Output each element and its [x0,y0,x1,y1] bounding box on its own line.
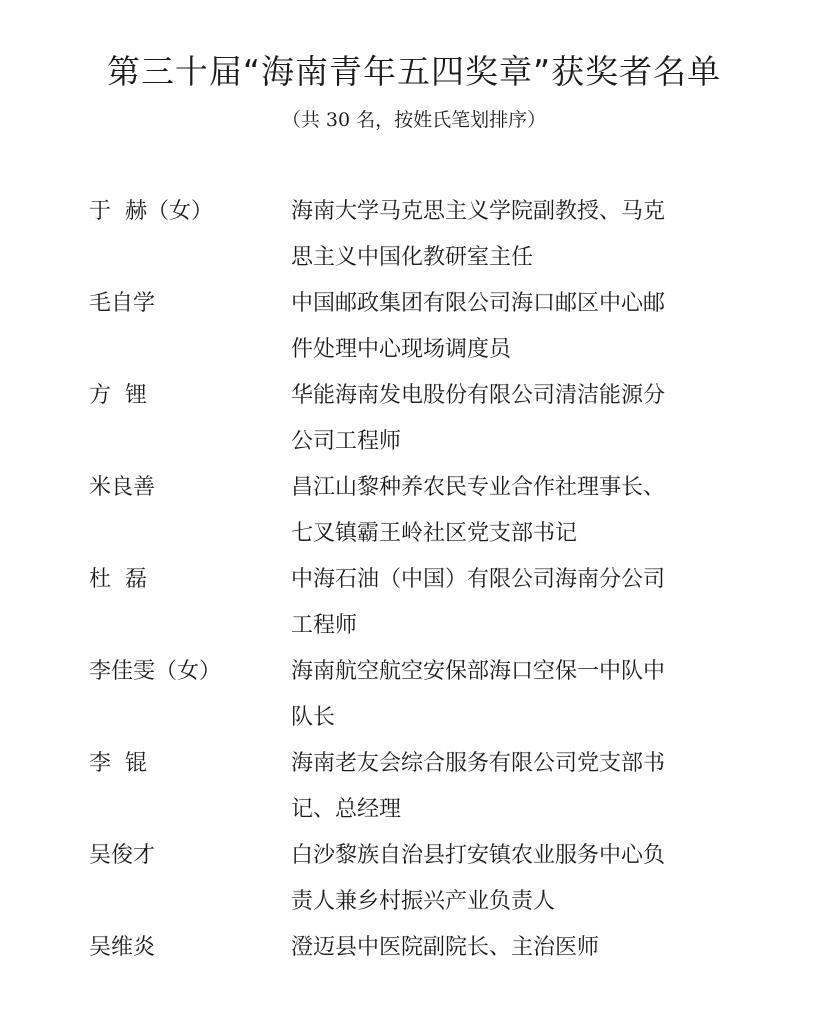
awardee-position-line: 澄迈县中医院副院长、主治医师 [291,935,600,960]
awardee-row [0,373,828,465]
awardee-name: 李 锟 [89,751,147,776]
awardee-position [291,373,739,465]
awardee-row [0,281,828,373]
document-subtitle: （共 30 名，按姓氏笔划排序） [281,109,547,131]
awardee-name: 吴维炎 [89,935,156,960]
awardee-name: 杜 磊 [89,567,147,592]
awardee-position [291,741,739,833]
awardee-position-line: 海南老友会综合服务有限公司党支部书 [291,751,666,776]
awardee-position-line: 白沙黎族自治县打安镇农业服务中心负 [291,843,666,868]
awardee-position [291,557,739,649]
awardee-position-line: 中海石油（中国）有限公司海南分公司 [291,567,666,592]
awardee-name: 李佳雯（女） [89,659,222,684]
document-title: 第三十届“海南青年五四奖章”获奖者名单 [106,52,722,91]
awardee-position-line: 七叉镇霸王岭社区党支部书记 [291,521,578,546]
awardee-position [291,281,739,373]
awardee-name: 方 锂 [89,383,147,408]
awardee-list [0,189,828,971]
awardee-position-line: 责人兼乡村振兴产业负责人 [291,889,556,914]
awardee-position-line: 海南大学马克思主义学院副教授、马克 [291,199,666,224]
awardee-position [291,925,739,971]
awardee-position-line: 件处理中心现场调度员 [291,337,512,362]
awardee-position-line: 记、总经理 [291,797,402,822]
awardee-name: 吴俊才 [89,843,156,868]
awardee-position-line: 中国邮政集团有限公司海口邮区中心邮 [291,291,666,316]
awardee-position [291,649,739,741]
awardee-position-line: 海南航空航空安保部海口空保一中队中 [291,659,666,684]
awardee-position-line: 公司工程师 [291,429,402,454]
awardee-position [291,465,739,557]
awardee-position-line: 华能海南发电股份有限公司清洁能源分 [291,383,666,408]
awardee-name: 于 赫（女） [89,199,213,224]
awardee-position-line: 昌江山黎种养农民专业合作社理事长、 [291,475,666,500]
awardee-row [0,925,828,971]
awardee-position [291,833,739,925]
awardee-name: 米良善 [89,475,156,500]
awardee-position-line: 思主义中国化教研室主任 [291,245,534,270]
awardee-row [0,465,828,557]
awardee-row [0,189,828,281]
awardee-position-line: 工程师 [291,613,358,638]
awardee-row [0,557,828,649]
awardee-row [0,741,828,833]
awardee-row [0,649,828,741]
awardee-row [0,833,828,925]
awardee-position-line: 队长 [291,705,336,730]
awardee-position [291,189,739,281]
awardee-name: 毛自学 [89,291,156,316]
